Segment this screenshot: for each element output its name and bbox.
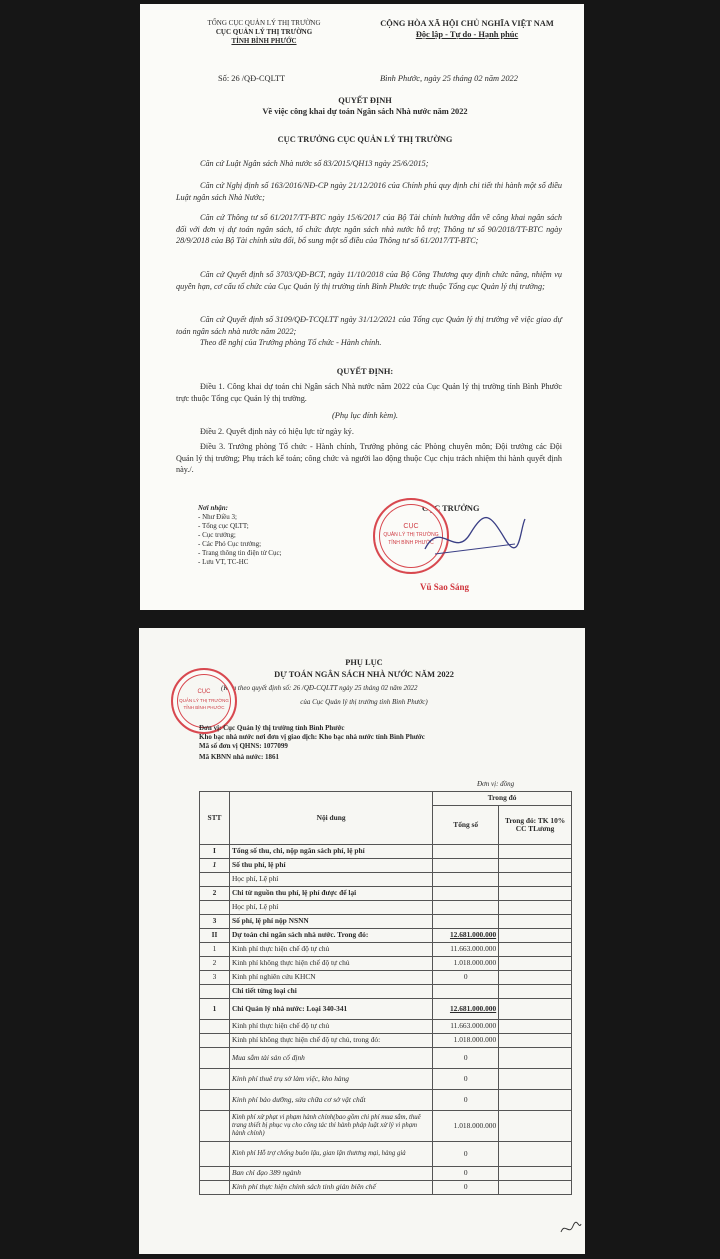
cell-stt: 1 [200,943,230,957]
cell-tk [499,1020,572,1034]
cell-tk [499,929,572,943]
seal-text: TỈNH BÌNH PHƯỚC [388,540,434,546]
signature-icon [420,509,530,569]
cell-total: 1.018.000.000 [433,957,499,971]
document-number: Số: 26 /QĐ-CQLTT [218,74,286,83]
legal-basis-1: Căn cứ Luật Ngân sách Nhà nước số 83/2015/QH13 ngày 25/6/2015; [200,159,429,168]
header-tk: Trong đó: TK 10% CC TLương [499,806,572,845]
appendix-title: PHỤ LỤC [345,658,383,667]
cell-tk [499,1034,572,1048]
table-row [200,985,572,999]
budget-table [199,791,572,1195]
cell-content: Chi Quản lý nhà nước: Loại 340-341 [229,999,432,1020]
cell-tk [499,1111,572,1142]
header-total: Tổng số [433,806,499,845]
table-row [200,999,572,1020]
cell-stt [200,1142,230,1167]
table-row [200,1090,572,1111]
article-1-note: (Phụ lục đính kèm). [331,411,399,420]
seal-text: TỈNH BÌNH PHƯỚC [183,705,225,710]
cell-total [433,845,499,859]
cell-total: 0 [433,1142,499,1167]
table-row [200,873,572,887]
signer-title: CỤC TRƯỞNG [422,504,480,513]
seal-text: QUẢN LÝ THỊ TRƯỜNG [179,698,229,703]
currency-unit: Đơn vị: đồng [477,780,515,788]
cell-stt: 2 [200,957,230,971]
cell-content: Kinh phí nghiên cứu KHCN [229,971,432,985]
table-row [200,1111,572,1142]
qhns-line: Mã số đơn vị QHNS: 1077099 [199,742,288,750]
cell-stt [200,1048,230,1069]
cell-total [433,887,499,901]
cell-tk [499,1167,572,1181]
cell-tk [499,971,572,985]
cell-stt [200,985,230,999]
cell-tk [499,901,572,915]
table-row [200,1167,572,1181]
cell-content: Kinh phí thực hiện chế độ tự chủ [229,1020,432,1034]
cell-total: 0 [433,971,499,985]
cell-stt [200,1181,230,1195]
legal-basis-6: Theo đề nghị của Trưởng phòng Tổ chức - Hành chính. [200,338,382,347]
legal-basis-2: Căn cứ Nghị định số 163/2016/NĐ-CP ngày 21/12/2016 của Chính phủ quy định chi tiết thi hành một số điều Luật ngân sách Nhà Nước; [176,181,562,202]
table-row [200,1048,572,1069]
cell-content: Chi từ nguồn thu phí, lệ phí được để lại [229,887,432,901]
issuer-name: CỤC QUẢN LÝ THỊ TRƯỜNG [215,28,313,36]
cell-tk [499,1048,572,1069]
cell-content: Học phí, Lệ phí [229,873,432,887]
national-title: CỘNG HÒA XÃ HỘI CHỦ NGHĨA VIỆT NAM [380,19,554,28]
article-1: Điều 1. Công khai dự toán chi Ngân sách Nhà nước năm 2022 của Cục Quản lý thị trường tỉnh Bình Phước trực thuộc Tổng cục Quản lý thị trường. [176,382,562,403]
signer-name: Vũ Sao Sáng [420,582,470,592]
treasury-line: Kho bạc nhà nước nơi đơn vị giao dịch: Kho bạc nhà nước tỉnh Bình Phước [199,733,425,741]
cell-total [433,915,499,929]
cell-content: Số phí, lệ phí nộp NSNN [229,915,432,929]
cell-tk [499,985,572,999]
recipient-item: - Tổng cục QLTT; [198,522,249,530]
cell-total: 0 [433,1167,499,1181]
cell-tk [499,957,572,971]
table-row [200,1181,572,1195]
cell-stt [200,901,230,915]
national-motto: Độc lập - Tự do - Hạnh phúc [415,30,519,39]
table-row [200,1020,572,1034]
recipient-item: - Trang thông tin điện tử Cục; [198,549,282,557]
seal-text: QUẢN LÝ THỊ TRƯỜNG [383,532,439,538]
cell-content: Kinh phí thực hiện chính sách tinh giản biên chế [229,1181,432,1195]
legal-basis-5: Căn cứ Quyết định số 3109/QĐ-TCQLTT ngày 31/12/2021 của Tổng cục Quản lý thị trường về việc giao dự toán ngân sách nhà nước năm 2022; [176,315,562,336]
cell-stt [200,1090,230,1111]
table-row [200,943,572,957]
cell-stt: 3 [200,971,230,985]
table-row [200,1034,572,1048]
cell-total: 0 [433,1069,499,1090]
recipient-item: - Như Điều 3; [198,513,237,521]
table-row [200,901,572,915]
cell-total: 1.018.000.000 [433,1111,499,1142]
cell-content: Kinh phí bảo dưỡng, sửa chữa cơ sở vật chất [229,1090,432,1111]
cell-stt [200,1111,230,1142]
cell-tk [499,859,572,873]
table-row [200,957,572,971]
cell-stt [200,1069,230,1090]
cell-tk [499,845,572,859]
seal-text: CỤC [403,523,419,530]
cell-content: Kinh phí thuê trụ sở làm việc, kho hàng [229,1069,432,1090]
cell-total: 1.018.000.000 [433,1034,499,1048]
cell-tk [499,1142,572,1167]
cell-content: Chi tiết từng loại chi [229,985,432,999]
cell-stt: 3 [200,915,230,929]
recipients-title: Nơi nhận: [198,504,229,512]
cell-total [433,873,499,887]
cell-stt: I [200,845,230,859]
legal-basis-4: Căn cứ Quyết định số 3703/QĐ-BCT, ngày 11/10/2018 của Bộ Công Thương quy định chức năng, nhiệm vụ quyền hạn, cơ cấu tổ chức của Cục Quản lý thị trường tỉnh Bình Phước trực thuộc Tổng cục Quản lý thị trường; [176,270,562,291]
table-row [200,1142,572,1167]
decision-page [140,4,584,610]
cell-stt [200,873,230,887]
cell-content: Kinh phí thực hiện chế độ tự chủ [229,943,432,957]
cell-total: 12.681.000.000 [433,929,499,943]
cell-stt: 1 [200,859,230,873]
cell-tk [499,887,572,901]
legal-basis-3: Căn cứ Thông tư số 61/2017/TT-BTC ngày 15/6/2017 của Bộ Tài chính hướng dẫn về công khai ngân sách đối với đơn vị dự toán ngân sách, tổ chức được ngân sách nhà nước hỗ trợ; Thông tư số 90/2018/TT-BTC ngày 28/9/2018 của Bộ Tài chính sửa đổi, bổ sung một số điều của Thông tư số 61/2017/TT-BTC; [176,213,562,246]
cell-content: Kinh phí xử phạt vi phạm hành chính(bao gồm chi phí mua sắm, thuê trang thiết bị phục vụ cho công tác thi hành pháp luật xử lý vi phạm hành chính) [229,1111,432,1142]
cell-stt [200,1167,230,1181]
seal-text: CỤC [197,689,211,695]
page-title: QUYẾT ĐỊNH [338,96,392,105]
cell-tk [499,915,572,929]
cell-stt: 1 [200,999,230,1020]
cell-total: 0 [433,1181,499,1195]
cell-tk [499,943,572,957]
unit-line: Đơn vị: Cục Quản lý thị trường tỉnh Bình Phước [199,724,345,732]
table-row [200,1069,572,1090]
cell-content: Số thu phí, lệ phí [229,859,432,873]
cell-content: Kinh phí không thực hiện chế độ tự chủ, trong đó: [229,1034,432,1048]
cell-tk [499,1069,572,1090]
table-row [200,859,572,873]
header-of-which: Trong đó [433,792,572,806]
decision-heading: QUYẾT ĐỊNH: [336,367,394,376]
article-2: Điều 2. Quyết định này có hiệu lực từ ngày ký. [200,427,354,436]
appendix-page [139,628,585,1254]
cell-total [433,901,499,915]
cell-content: Kinh phí Hỗ trợ chống buôn lậu, gian lận thương mại, hàng giả [229,1142,432,1167]
cell-total: 0 [433,1048,499,1069]
issuer-parent: TỔNG CỤC QUẢN LÝ THỊ TRƯỜNG [207,19,321,27]
cell-tk [499,999,572,1020]
document-date: Bình Phước, ngày 25 tháng 02 năm 2022 [380,74,518,83]
cell-tk [499,873,572,887]
issuer-province: TỈNH BÌNH PHƯỚC [231,37,297,45]
cell-content: Học phí, Lệ phí [229,901,432,915]
page-subtitle: Về việc công khai dự toán Ngân sách Nhà nước năm 2022 [262,107,468,116]
cell-tk [499,1090,572,1111]
cell-content: Ban chỉ đạo 389 ngành [229,1167,432,1181]
authority-title: CỤC TRƯỞNG CỤC QUẢN LÝ THỊ TRƯỜNG [277,135,453,144]
cell-content: Mua sắm tài sản cố định [229,1048,432,1069]
cell-total [433,859,499,873]
reference-line: (Kèm theo quyết định số: 26 /QĐ-CQLTT ngày 25 tháng 02 năm 2022 [221,684,418,692]
table-row [200,971,572,985]
table-row [200,929,572,943]
cell-total: 12.681.000.000 [433,999,499,1020]
cell-stt [200,1020,230,1034]
recipient-item: - Cục trưởng; [198,531,236,539]
appendix-subtitle: DỰ TOÁN NGÂN SÁCH NHÀ NƯỚC NĂM 2022 [274,670,454,679]
header-stt: STT [200,792,230,845]
cell-content: Dự toán chi ngân sách nhà nước. Trong đó: [229,929,432,943]
cell-stt [200,1034,230,1048]
cell-total: 11.663.000.000 [433,1020,499,1034]
article-3: Điều 3. Trưởng phòng Tổ chức - Hành chính, Trưởng phòng các Phòng chuyên môn; Đội trưởng các Đội Quản lý thị trường; Phụ trách kế toán; công chức và người lao động thuộc Cục chịu trách nhiệm thi hành quyết định này./. [176,442,562,475]
reference-line-2: của Cục Quản lý thị trường tỉnh Bình Phước) [300,698,428,706]
cell-content: Kinh phí không thực hiện chế độ tự chủ [229,957,432,971]
cell-stt: II [200,929,230,943]
table-row [200,845,572,859]
cell-tk [499,1181,572,1195]
cell-stt: 2 [200,887,230,901]
header-content: Nội dung [229,792,432,845]
initials-icon [559,1218,583,1238]
cell-total: 0 [433,1090,499,1111]
cell-total: 11.663.000.000 [433,943,499,957]
table-row [200,915,572,929]
kbnn-line: Mã KBNN nhà nước: 1861 [199,753,280,761]
recipient-item: - Lưu VT, TC-HC [198,558,249,566]
recipient-item: - Các Phó Cục trưởng; [198,540,262,548]
cell-content: Tổng số thu, chi, nộp ngân sách phí, lệ phí [229,845,432,859]
table-row [200,887,572,901]
cell-total [433,985,499,999]
